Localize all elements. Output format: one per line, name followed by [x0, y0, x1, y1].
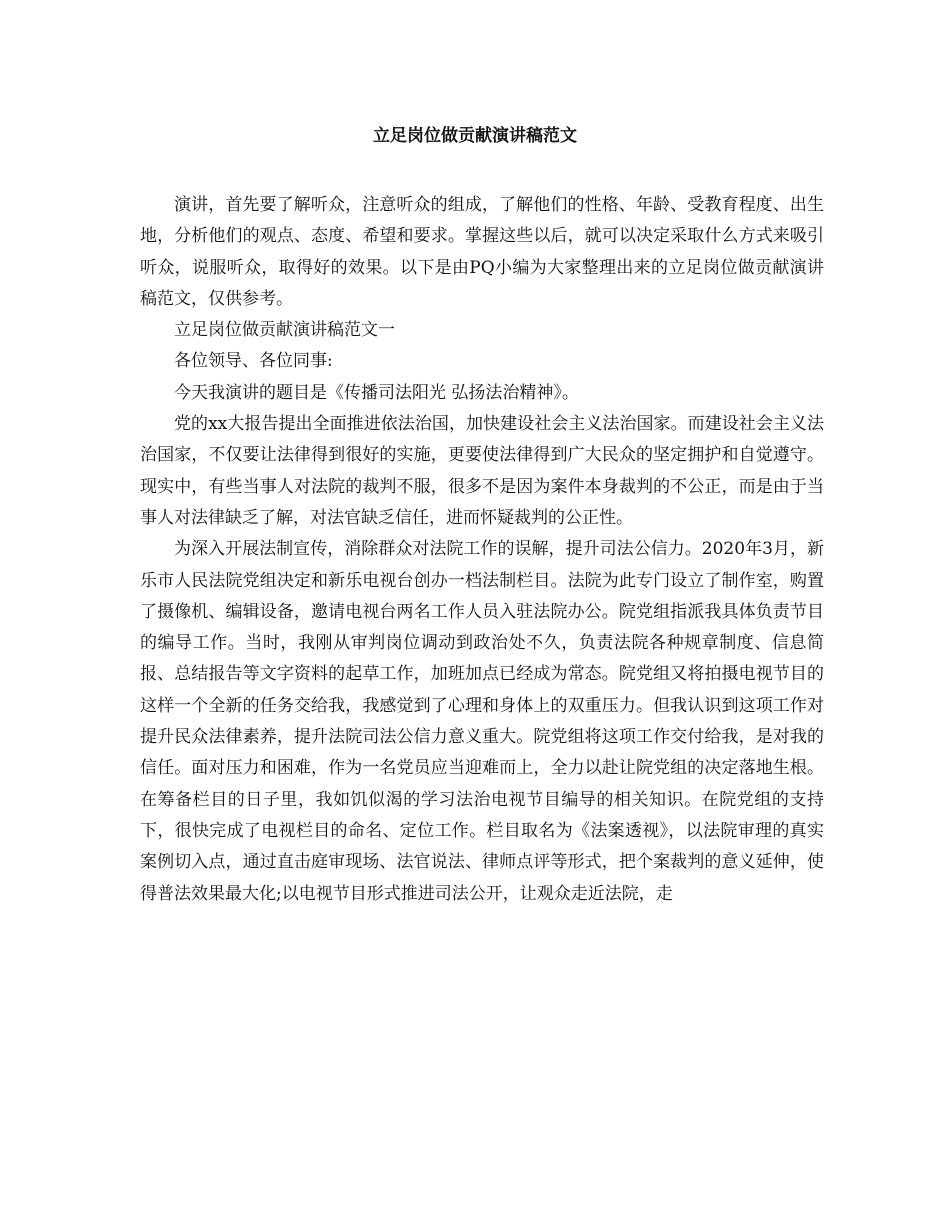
document-title: 立足岗位做贡献演讲稿范文: [373, 126, 577, 146]
paragraph-intro: 演讲，首先要了解听众，注意听众的组成，了解他们的性格、年龄、受教育程度、出生地，分析他们的观点、态度、希望和要求。掌握这些以后，就可以决定采取什么方式来吸引听众，说服听众，取得好的效果。以下是由PQ小编为大家整理出来的立足岗位做贡献演讲稿范文，仅供参考。: [140, 195, 824, 309]
paragraph-section-heading: 立足岗位做贡献演讲稿范文一: [174, 320, 395, 341]
document-body: [140, 190, 824, 910]
paragraph-topic: 今天我演讲的题目是《传播司法阳光 弘扬法治精神》。: [174, 382, 579, 403]
paragraph-tv-program: 为深入开展法制宣传，消除群众对法院工作的误解，提升司法公信力。2020年3月，新乐市人民法院党组决定和新乐电视台创办一档法制栏目。法院为此专门设立了制作室，购置了摄像机、编辑设备，邀请电视台两名工作人员入驻法院办公。院党组指派我具体负责节目的编导工作。当时，我刚从审判岗位调动到政治处不久，负责法院各种规章制度、信息简报、总结报告等文字资料的起草工作，加班加点已经成为常态。院党组又将拍摄电视节目的这样一个全新的任务交给我，我感觉到了心理和身体上的双重压力。但我认识到这项工作对提升民众法律素养，提升法院司法公信力意义重大。院党组将这项工作交付给我，是对我的信任。面对压力和困难，作为一名党员应当迎难而上，全力以赴让院党组的决定落地生根。在筹备栏目的日子里，我如饥似渴的学习法治电视节目编导的相关知识。在院党组的支持下，很快完成了电视栏目的命名、定位工作。栏目取名为《法案透视》，以法院审理的真实案例切入点，通过直击庭审现场、法官说法、律师点评等形式，把个案裁判的意义延伸，使得普法效果最大化;以电视节目形式推进司法公开，让观众走近法院，走: [140, 539, 824, 904]
paragraph-rule-of-law: 党的xx大报告提出全面推进依法治国，加快建设社会主义法治国家。而建设社会主义法治国家，不仅要让法律得到很好的实施，更要使法律得到广大民众的坚定拥护和自觉遵守。现实中，有些当事人对法院的裁判不服，很多不是因为案件本身裁判的不公正，而是由于当事人对法律缺乏了解，对法官缺乏信任，进而怀疑裁判的公正性。: [140, 414, 824, 528]
paragraph-salutation: 各位领导、各位同事:: [174, 351, 333, 372]
